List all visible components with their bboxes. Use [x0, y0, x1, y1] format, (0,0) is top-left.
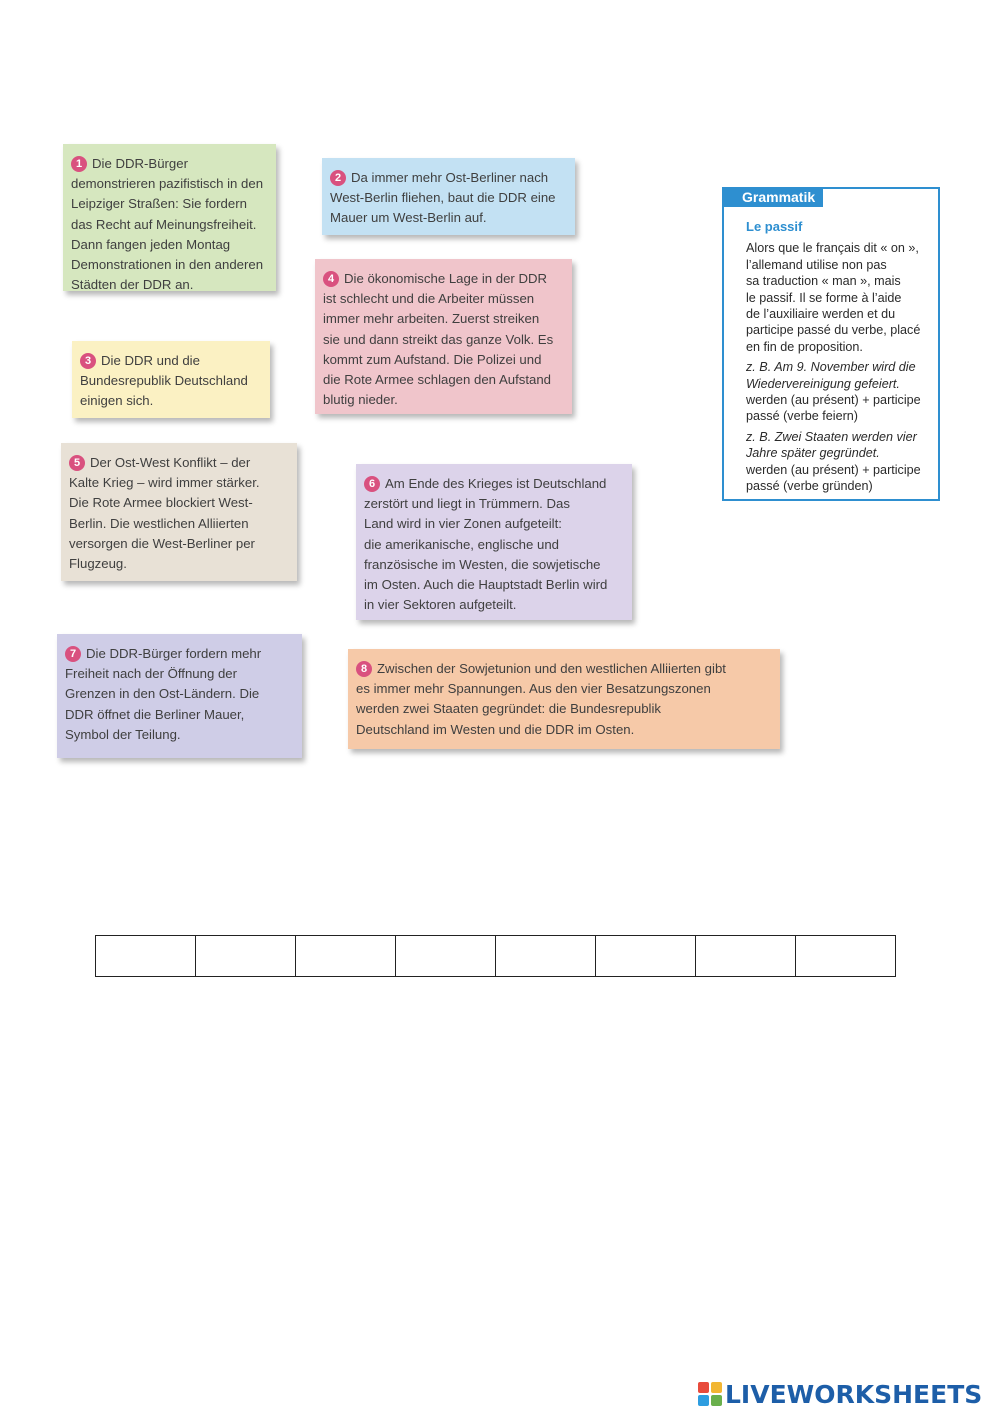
grammar-example-line: Jahre später gegründet. — [746, 446, 880, 461]
logo-square-icon — [711, 1382, 722, 1393]
card-number-badge: 4 — [323, 271, 339, 287]
card-line: im Osten. Auch die Hauptstadt Berlin wird — [364, 577, 608, 593]
card-line: Symbol der Teilung. — [65, 726, 181, 742]
card-line: Dann fangen jeden Montag — [71, 236, 231, 252]
card-line: Zwischen der Sowjetunion und den westlichen Alliierten gibt — [377, 661, 726, 676]
card-line: Land wird in vier Zonen aufgeteilt: — [364, 516, 562, 532]
grammar-subtitle: Le passif — [746, 219, 803, 234]
card-line: Mauer um West-Berlin auf. — [330, 210, 487, 226]
card-line: Die Rote Armee blockiert West- — [69, 495, 253, 511]
grammar-example-line: werden (au présent) + participe — [746, 462, 921, 477]
card-line: es immer mehr Spannungen. Aus den vier Besatzungszonen — [356, 681, 711, 697]
answer-cell[interactable] — [496, 936, 596, 977]
grammar-body — [746, 219, 932, 495]
card-line: Der Ost-West Konflikt – der — [90, 455, 251, 470]
card-line: die Rote Armee schlagen den Aufstand — [323, 372, 552, 388]
card-line: die amerikanische, englische und — [364, 536, 559, 552]
card-line: in vier Sektoren aufgeteilt. — [364, 597, 517, 613]
grammar-example-line: werden (au présent) + participe — [746, 393, 921, 408]
card-number-badge: 3 — [80, 353, 96, 369]
grammar-box — [722, 187, 940, 501]
text-card-5 — [61, 443, 297, 581]
card-number-badge: 2 — [330, 170, 346, 186]
answer-cell[interactable] — [296, 936, 396, 977]
card-number-badge: 5 — [69, 455, 85, 471]
text-card-7 — [57, 634, 302, 758]
grammar-example-line: Wiedervereinigung gefeiert. — [746, 376, 900, 391]
card-line: französische im Westen, die sowjetische — [364, 556, 601, 572]
grammar-line: le passif. Il se forme à l’aide — [746, 290, 902, 305]
card-line: Da immer mehr Ost-Berliner nach — [351, 170, 549, 185]
logo-square-icon — [698, 1395, 709, 1406]
grammar-line: sa traduction « man », mais — [746, 274, 901, 289]
card-line: Deutschland im Westen und die DDR im Osten. — [356, 721, 635, 737]
card-line: einigen sich. — [80, 393, 154, 409]
grammar-line: l’allemand utilise non pas — [746, 257, 887, 272]
card-number-badge: 6 — [364, 476, 380, 492]
card-line: Die DDR und die — [101, 353, 200, 368]
logo-text: LIVEWORKSHEETS — [725, 1379, 983, 1409]
card-number-badge: 7 — [65, 646, 81, 662]
card-line: Die ökonomische Lage in der DDR — [344, 271, 548, 286]
grammar-line: participe passé du verbe, placé — [746, 323, 921, 338]
card-line: Am Ende des Krieges ist Deutschland — [385, 476, 607, 491]
card-line: Berlin. Die westlichen Alliierten — [69, 515, 249, 531]
card-line: Die DDR-Bürger — [92, 156, 188, 171]
card-line: sie und dann streikt das ganze Volk. Es — [323, 331, 554, 347]
text-card-3 — [72, 341, 270, 418]
card-line: demonstrieren pazifistisch in den — [71, 176, 264, 192]
logo-mark-icon — [698, 1382, 722, 1406]
answer-cell[interactable] — [396, 936, 496, 977]
text-card-6 — [356, 464, 632, 620]
answer-cell[interactable] — [796, 936, 896, 977]
text-card-8 — [348, 649, 780, 749]
card-line: Die DDR-Bürger fordern mehr — [86, 646, 262, 661]
card-line: kommt zum Aufstand. Die Polizei und — [323, 351, 542, 367]
answer-cell[interactable] — [596, 936, 696, 977]
grammar-line: de l’auxiliaire werden et du — [746, 307, 896, 322]
grammar-example-line: passé (verbe feiern) — [746, 409, 858, 424]
card-line: Bundesrepublik Deutschland — [80, 373, 248, 389]
card-line: Städten der DDR an. — [71, 277, 194, 293]
card-number-badge: 8 — [356, 661, 372, 677]
grammar-example-line: z. B. Zwei Staaten werden vier — [746, 429, 917, 444]
card-line: DDR öffnet die Berliner Mauer, — [65, 706, 245, 722]
liveworksheets-logo — [698, 1378, 982, 1410]
grammar-example-line: z. B. Am 9. November wird die — [746, 360, 916, 375]
grammar-example-line: passé (verbe gründen) — [746, 479, 873, 494]
logo-square-icon — [711, 1395, 722, 1406]
answer-cell[interactable] — [96, 936, 196, 977]
card-line: werden zwei Staaten gegründet: die Bundesrepublik — [356, 701, 661, 717]
card-line: Grenzen in den Ost-Ländern. Die — [65, 686, 260, 702]
card-number-badge: 1 — [71, 156, 87, 172]
grammar-title: Grammatik — [722, 187, 823, 207]
card-line: das Recht auf Meinungsfreiheit. — [71, 216, 257, 232]
card-line: West-Berlin fliehen, baut die DDR eine — [330, 190, 556, 206]
answer-row — [96, 936, 896, 977]
card-line: Kalte Krieg – wird immer stärker. — [69, 475, 260, 491]
answer-table — [95, 935, 896, 977]
text-card-2 — [322, 158, 575, 235]
card-line: Leipziger Straßen: Sie fordern — [71, 196, 247, 212]
logo-square-icon — [698, 1382, 709, 1393]
card-line: versorgen die West-Berliner per — [69, 535, 255, 551]
card-line: zerstört und liegt in Trümmern. Das — [364, 496, 570, 512]
answer-cell[interactable] — [696, 936, 796, 977]
card-line: Flugzeug. — [69, 556, 127, 572]
grammar-line: Alors que le français dit « on », — [746, 241, 919, 256]
text-card-1 — [63, 144, 276, 291]
card-line: blutig nieder. — [323, 392, 398, 408]
text-card-4 — [315, 259, 572, 414]
card-line: Freiheit nach der Öffnung der — [65, 666, 238, 682]
answer-cell[interactable] — [196, 936, 296, 977]
card-line: immer mehr arbeiten. Zuerst streiken — [323, 311, 540, 327]
card-line: Demonstrationen in den anderen — [71, 257, 264, 273]
card-line: ist schlecht und die Arbeiter müssen — [323, 291, 535, 307]
grammar-line: en fin de proposition. — [746, 339, 863, 354]
